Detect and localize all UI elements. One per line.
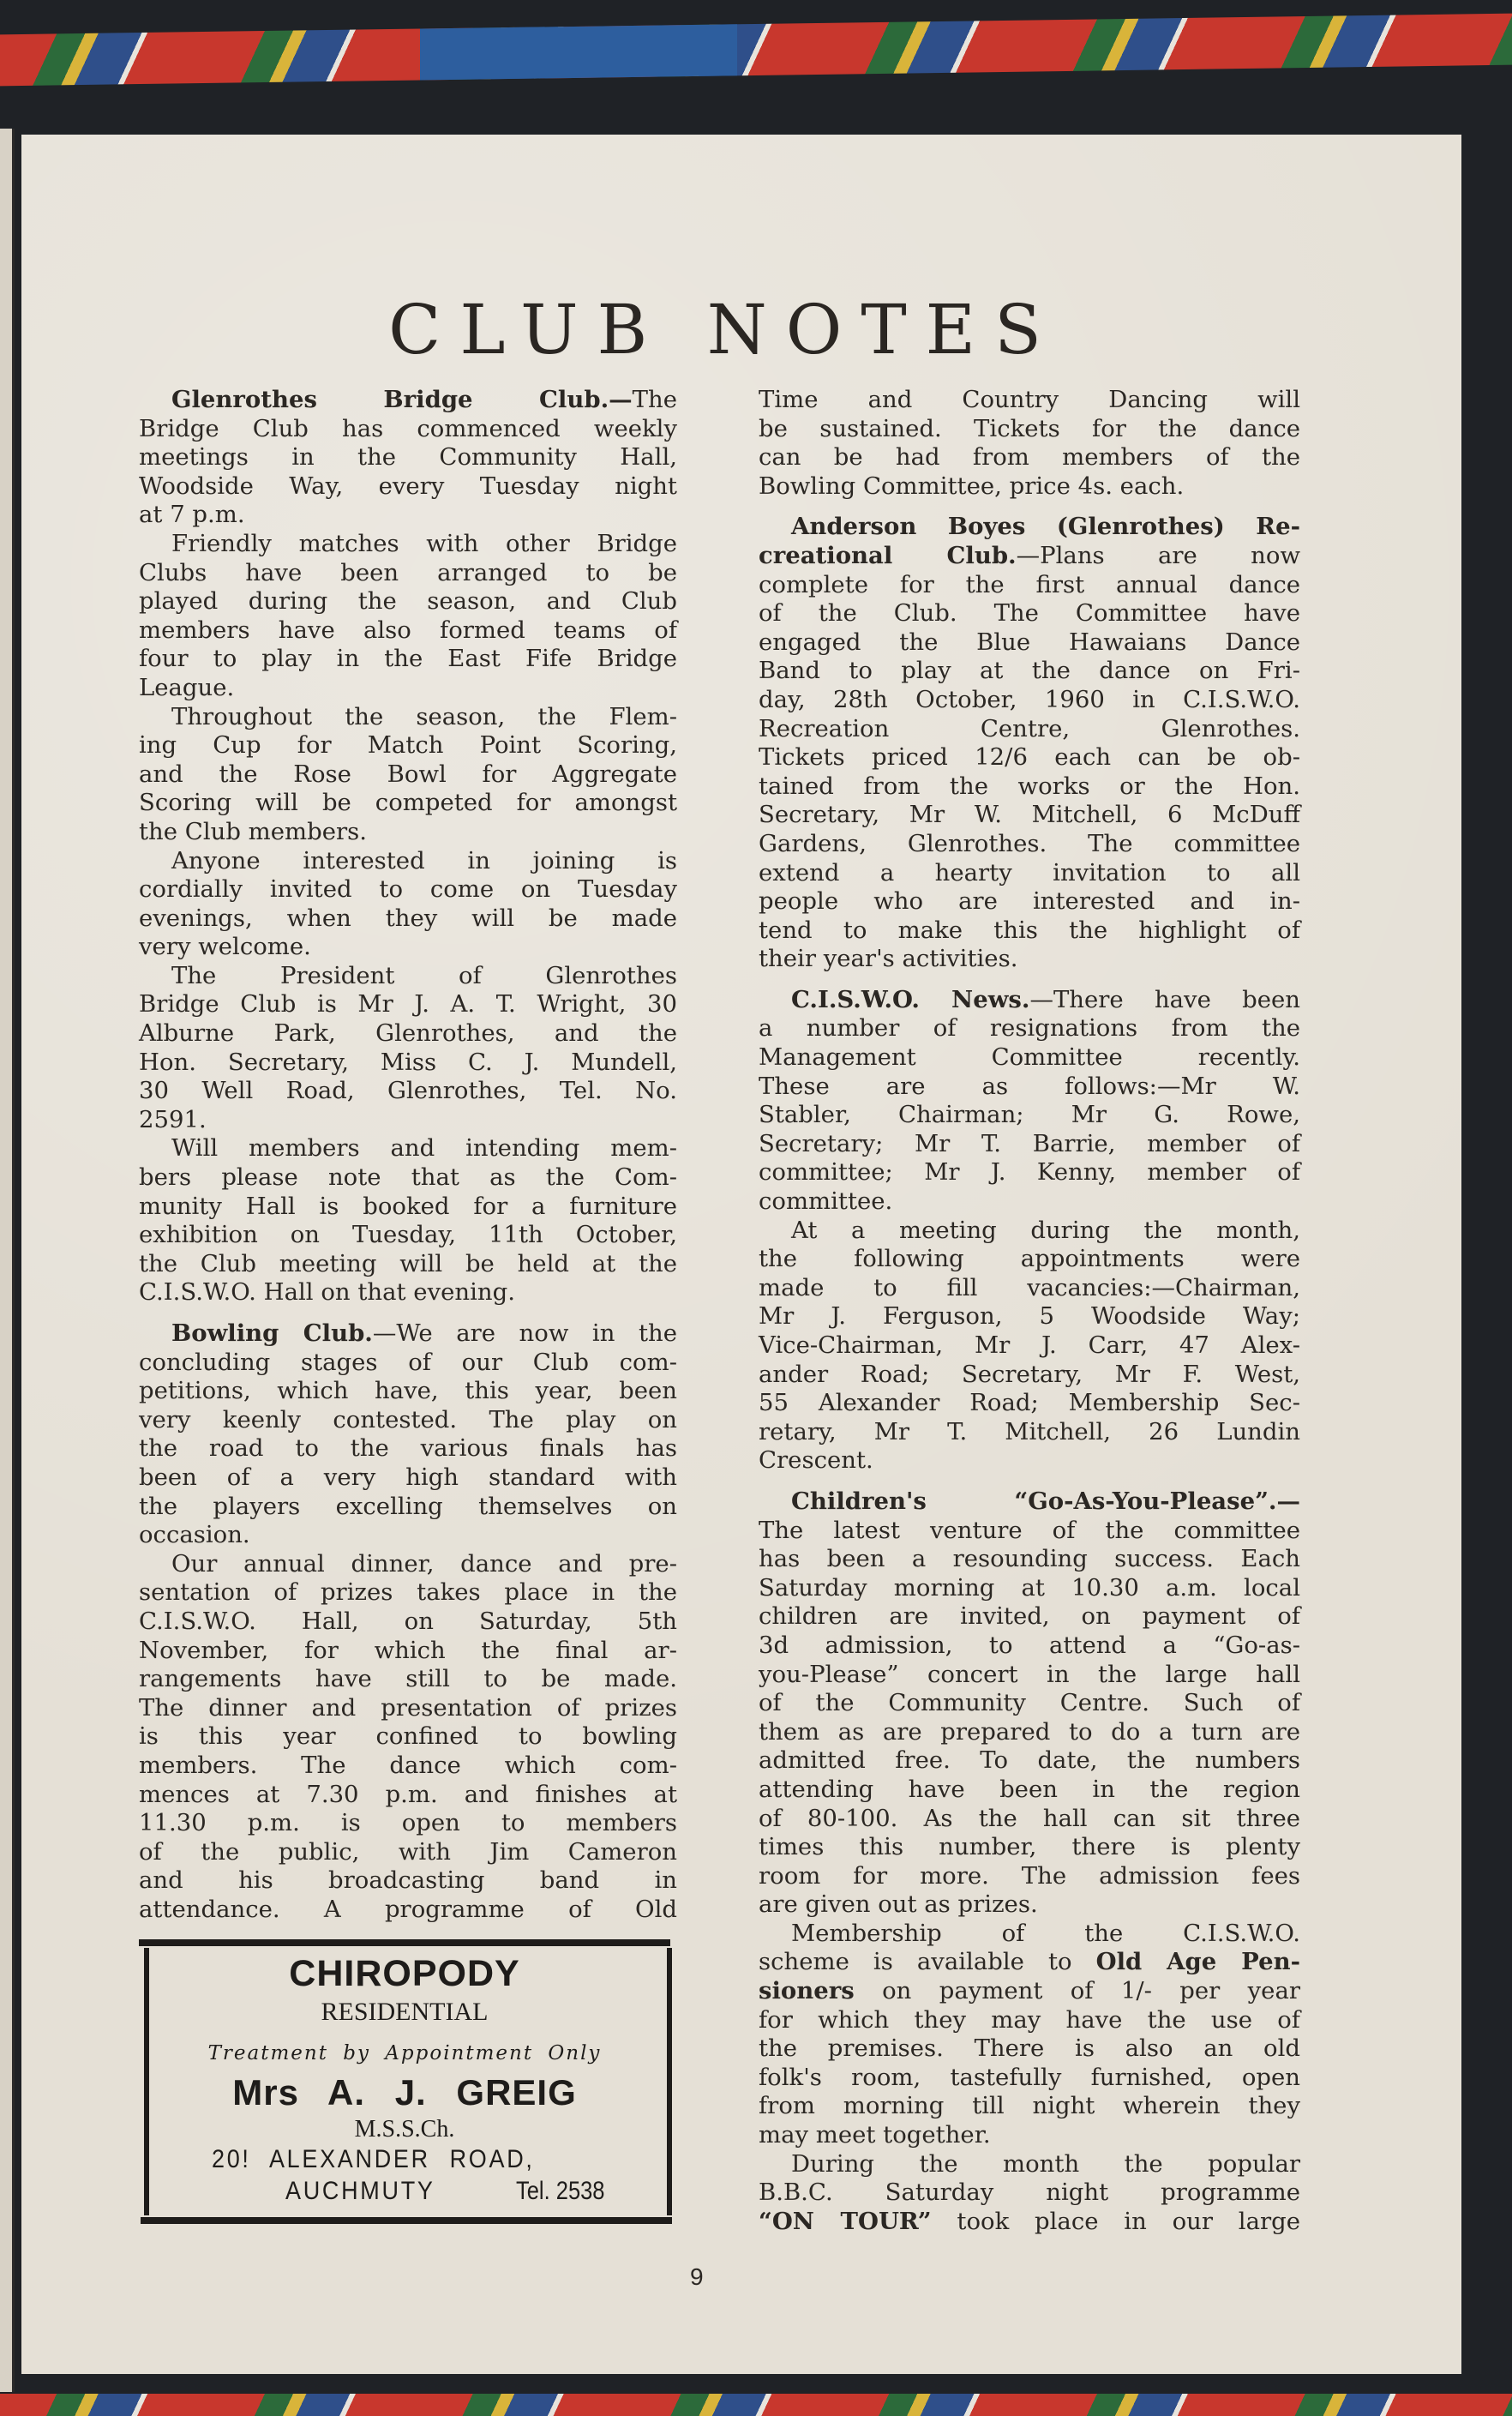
- body-text: members. The dance which com-: [139, 1751, 677, 1779]
- body-text: the road to the various finals has: [139, 1434, 677, 1463]
- text-line: [759, 887, 1300, 917]
- body-text: may meet together.: [759, 2121, 991, 2149]
- text-line: [139, 1752, 677, 1781]
- body-text: 3d admission, to attend a “Go-as-: [759, 1631, 1300, 1659]
- bold-heading-text: sioners: [759, 1977, 855, 2005]
- text-line: [139, 962, 677, 991]
- bold-heading-text: creational Club.: [759, 541, 1017, 569]
- body-text: bers please note that as the Com-: [139, 1163, 677, 1192]
- body-text: committee.: [759, 1187, 893, 1216]
- body-text: The President of Glenrothes: [171, 961, 677, 989]
- body-text: them as are prepared to do a turn are: [759, 1717, 1300, 1746]
- body-text: rangements have still to be made.: [139, 1665, 677, 1693]
- body-text: the following appointments were: [759, 1245, 1300, 1273]
- body-text: been of a very high standard with: [139, 1463, 677, 1491]
- text-line: [139, 1463, 677, 1493]
- text-line: [139, 674, 677, 703]
- text-line: [139, 789, 677, 818]
- text-line: [759, 715, 1300, 744]
- text-line: [139, 731, 677, 760]
- text-line: [139, 1809, 677, 1838]
- text-line: [759, 1689, 1300, 1718]
- body-text: Saturday morning at 10.30 a.m. local: [759, 1573, 1300, 1602]
- advert-note: Treatment by Appointment Only: [207, 2042, 602, 2064]
- text-line: [759, 1361, 1300, 1390]
- body-text: on payment of 1/- per year: [854, 1977, 1300, 2005]
- body-text: children are invited, on payment of: [759, 1602, 1300, 1631]
- text-line: [139, 1377, 677, 1406]
- text-line: [139, 587, 677, 616]
- body-text: Time and Country Dancing will: [759, 386, 1300, 413]
- text-line: [139, 990, 677, 1019]
- text-line: [759, 986, 1300, 1015]
- text-line: [139, 1434, 677, 1463]
- text-line: [759, 542, 1300, 571]
- text-line: [759, 472, 1300, 502]
- text-line: [759, 1446, 1300, 1475]
- text-line: [759, 1632, 1300, 1661]
- paragraph: [139, 847, 677, 962]
- body-text: Tickets priced 12/6 each can be ob-: [759, 743, 1300, 772]
- bold-heading-text: Old Age Pen-: [1095, 1948, 1300, 1976]
- text-line: [139, 847, 677, 876]
- body-text: four to play in the East Fife Bridge: [139, 645, 677, 673]
- body-text: is this year confined to bowling: [139, 1722, 677, 1751]
- body-text: Will members and intending mem-: [171, 1134, 677, 1163]
- body-text: the Club members.: [139, 817, 367, 845]
- text-line: [759, 1014, 1300, 1043]
- bold-heading-text: Glenrothes Bridge Club.—: [171, 386, 633, 413]
- body-text: folk's room, tastefully furnished, open: [759, 2063, 1300, 2091]
- text-line: [139, 1896, 677, 1925]
- body-text: Gardens, Glenrothes. The committee: [759, 829, 1300, 857]
- body-text: Friendly matches with other Bridge: [171, 529, 677, 557]
- body-text: Bowling Committee, price 4s. each.: [759, 472, 1185, 500]
- advert-border-top: [139, 1939, 670, 1946]
- text-line: [139, 1866, 677, 1896]
- body-text: Management Committee recently.: [759, 1043, 1300, 1072]
- tartan-binding-top: [0, 14, 1512, 87]
- text-line: [139, 933, 677, 962]
- body-text: The: [632, 386, 677, 413]
- advert-subheading: RESIDENTIAL: [321, 1998, 489, 2026]
- paragraph: [139, 1134, 677, 1307]
- advert-name: Mrs A. J. GREIG: [232, 2072, 577, 2112]
- body-text: Recreation Centre, Glenrothes.: [759, 714, 1300, 742]
- bold-heading-text: Children's “Go-As-You-Please”.—: [791, 1487, 1300, 1515]
- text-line: [759, 1245, 1300, 1274]
- body-text: committee; Mr J. Kenny, member of: [759, 1158, 1300, 1187]
- text-line: [759, 743, 1300, 772]
- text-line: [759, 599, 1300, 628]
- text-line: [139, 1049, 677, 1078]
- text-line: [759, 628, 1300, 658]
- body-text: their year's activities.: [759, 945, 1018, 973]
- paragraph: [139, 962, 677, 1135]
- text-line: [759, 657, 1300, 686]
- text-line: [759, 443, 1300, 472]
- text-line: [759, 2092, 1300, 2121]
- text-line: [759, 917, 1300, 946]
- text-line: [759, 945, 1300, 974]
- body-text: at 7 p.m.: [139, 501, 245, 529]
- text-line: [139, 645, 677, 674]
- text-line: [139, 1349, 677, 1378]
- body-text: The latest venture of the committee: [759, 1516, 1300, 1544]
- text-line: [139, 1550, 677, 1579]
- text-line: [759, 2034, 1300, 2064]
- body-text: tained from the works or the Hon.: [759, 772, 1300, 800]
- body-text: room for more. The admission fees: [759, 1861, 1300, 1890]
- bold-heading-text: C.I.S.W.O. News.: [791, 985, 1030, 1013]
- text-line: [759, 1274, 1300, 1303]
- body-text: Stabler, Chairman; Mr G. Rowe,: [759, 1101, 1300, 1129]
- advert-address-line1: 20! ALEXANDER ROAD,: [212, 2145, 535, 2173]
- text-line: [759, 2150, 1300, 2179]
- body-text: tend to make this the highlight of: [759, 916, 1300, 944]
- text-line: [759, 1073, 1300, 1102]
- text-line: [759, 1833, 1300, 1862]
- body-text: you-Please” concert in the large hall: [759, 1660, 1300, 1688]
- text-line: [139, 875, 677, 904]
- text-line: [759, 2064, 1300, 2093]
- body-text: sentation of prizes takes place in the: [139, 1578, 677, 1607]
- text-line: [139, 1319, 677, 1349]
- body-text: extend a hearty invitation to all: [759, 858, 1300, 886]
- body-text: exhibition on Tuesday, 11th October,: [139, 1221, 677, 1249]
- text-line: [759, 415, 1300, 444]
- body-text: played during the season, and Club: [139, 587, 677, 616]
- body-text: and the Rose Bowl for Aggregate: [139, 760, 677, 788]
- bold-heading-text: Bowling Club.: [171, 1319, 373, 1347]
- text-line: [139, 1406, 677, 1435]
- paragraph: [759, 986, 1300, 1217]
- bold-heading-text: Anderson Boyes (Glenrothes) Re-: [791, 513, 1300, 541]
- advert-heading: CHIROPODY: [289, 1953, 520, 1994]
- advert-address-line2: AUCHMUTY: [285, 2177, 435, 2205]
- text-line: [759, 2121, 1300, 2150]
- text-line: [759, 571, 1300, 600]
- text-line: [759, 859, 1300, 888]
- text-line: [139, 1838, 677, 1867]
- text-line: [139, 1781, 677, 1810]
- paragraph: [139, 530, 677, 703]
- text-line: [139, 1077, 677, 1106]
- text-line: [139, 760, 677, 790]
- text-line: [759, 2179, 1300, 2208]
- text-line: [139, 1278, 677, 1307]
- text-line: [759, 1545, 1300, 1574]
- body-text: attending have been in the region: [759, 1775, 1300, 1803]
- body-text: B.B.C. Saturday night programme: [759, 2179, 1300, 2207]
- text-line: [139, 443, 677, 472]
- previous-page-edge: [0, 129, 15, 2392]
- body-text: the players excelling themselves on: [139, 1492, 677, 1520]
- body-text: Secretary, Mr W. Mitchell, 6 McDuff: [759, 801, 1300, 829]
- paragraph: [139, 386, 677, 530]
- paragraph: [139, 1550, 677, 1925]
- text-line: [759, 1862, 1300, 1891]
- text-line: [759, 1776, 1300, 1805]
- body-text: Scoring will be competed for amongst: [139, 789, 677, 817]
- body-text: people who are interested and in-: [759, 887, 1300, 916]
- text-line: [759, 1948, 1300, 1977]
- text-line: [759, 1517, 1300, 1546]
- text-line: [139, 1221, 677, 1250]
- text-line: [139, 1163, 677, 1193]
- text-line: [759, 1487, 1300, 1517]
- text-line: [139, 1493, 677, 1522]
- text-line: [139, 1694, 677, 1723]
- text-line: [759, 1890, 1300, 1920]
- body-text: day, 28th October, 1960 in C.I.S.W.O.: [759, 685, 1300, 713]
- body-text: —We are now in the: [372, 1319, 677, 1347]
- body-text: has been a resounding success. Each: [759, 1545, 1300, 1573]
- text-line: [759, 1977, 1300, 2006]
- body-text: Bridge Club has commenced weekly: [139, 414, 677, 442]
- text-line: [759, 513, 1300, 542]
- body-text: the Club meeting will be held at the: [139, 1249, 677, 1277]
- body-text: are given out as prizes.: [759, 1890, 1038, 1919]
- text-line: [759, 1805, 1300, 1834]
- chiropody-advert: [139, 1936, 677, 2227]
- body-text: of the public, with Jim Cameron: [139, 1837, 677, 1866]
- body-text: mences at 7.30 p.m. and finishes at: [139, 1780, 677, 1808]
- body-text: a number of resignations from the: [759, 1014, 1300, 1043]
- body-text: 2591.: [139, 1105, 207, 1133]
- body-text: 11.30 p.m. is open to members: [139, 1809, 677, 1837]
- text-line: [139, 1250, 677, 1279]
- text-line: [759, 2208, 1300, 2237]
- text-line: [759, 1920, 1300, 1949]
- text-line: [759, 686, 1300, 715]
- body-text: Hon. Secretary, Miss C. J. Mundell,: [139, 1048, 677, 1076]
- body-text: for which they may have the use of: [759, 2005, 1300, 2034]
- body-text: scheme is available to: [759, 1948, 1096, 1976]
- body-text: very keenly contested. The play on: [139, 1405, 677, 1433]
- text-line: [759, 1217, 1300, 1246]
- body-text: The dinner and presentation of prizes: [139, 1693, 677, 1722]
- text-line: [759, 1130, 1300, 1159]
- body-text: and his broadcasting band in: [139, 1866, 677, 1895]
- body-text: 30 Well Road, Glenrothes, Tel. No.: [139, 1077, 677, 1105]
- body-text: Secretary; Mr T. Barrie, member of: [759, 1129, 1300, 1157]
- body-text: Mr J. Ferguson, 5 Woodside Way;: [759, 1302, 1300, 1331]
- text-line: [759, 1331, 1300, 1361]
- body-text: of the Club. The Committee have: [759, 599, 1300, 628]
- body-text: petitions, which have, this year, been: [139, 1377, 677, 1405]
- paragraph: [759, 1920, 1300, 2150]
- body-text: retary, Mr T. Mitchell, 26 Lundin: [759, 1417, 1300, 1445]
- text-line: [139, 1637, 677, 1666]
- text-line: [139, 415, 677, 444]
- text-line: [139, 904, 677, 934]
- body-text: November, for which the final ar-: [139, 1636, 677, 1664]
- right-column: [759, 386, 1300, 2236]
- body-text: took place in our large: [931, 2207, 1300, 2235]
- body-text: ander Road; Secretary, Mr F. West,: [759, 1360, 1300, 1388]
- body-text: Vice-Chairman, Mr J. Carr, 47 Alex-: [759, 1331, 1300, 1359]
- body-text: During the month the popular: [791, 2149, 1300, 2178]
- advert-border-bottom: [141, 2217, 672, 2224]
- text-line: [139, 559, 677, 588]
- body-text: evenings, when they will be made: [139, 904, 677, 932]
- body-text: of 80-100. As the hall can sit three: [759, 1804, 1300, 1832]
- body-text: Alburne Park, Glenrothes, and the: [139, 1019, 677, 1048]
- text-line: [139, 818, 677, 847]
- bold-heading-text: “ON TOUR”: [759, 2207, 932, 2235]
- body-text: made to fill vacancies:—Chairman,: [759, 1273, 1300, 1301]
- page-number: 9: [690, 2263, 704, 2290]
- body-text: C.I.S.W.O. Hall on that evening.: [139, 1278, 515, 1307]
- body-text: ing Cup for Match Point Scoring,: [139, 731, 677, 760]
- text-line: [139, 386, 677, 415]
- text-line: [139, 1019, 677, 1049]
- text-line: [139, 1134, 677, 1163]
- body-text: complete for the first annual dance: [759, 570, 1300, 598]
- left-column: [139, 386, 677, 1924]
- body-text: munity Hall is booked for a furniture: [139, 1192, 677, 1220]
- text-line: [759, 830, 1300, 859]
- body-text: engaged the Blue Hawaians Dance: [759, 628, 1300, 656]
- body-text: meetings in the Community Hall,: [139, 443, 677, 472]
- body-text: 55 Alexander Road; Membership Sec-: [759, 1389, 1300, 1417]
- page-title: CLUB NOTES: [388, 290, 1060, 370]
- body-text: concluding stages of our Club com-: [139, 1348, 677, 1376]
- text-line: [759, 1574, 1300, 1603]
- body-text: —Plans are now: [1016, 541, 1300, 569]
- text-line: [139, 501, 677, 530]
- text-line: [759, 1418, 1300, 1447]
- text-line: [759, 1302, 1300, 1331]
- paragraph: [759, 2150, 1300, 2237]
- text-line: [139, 1106, 677, 1135]
- body-text: cordially invited to come on Tuesday: [139, 875, 677, 904]
- paragraph: [759, 386, 1300, 501]
- text-line: [759, 801, 1300, 830]
- body-text: can be had from members of the: [759, 443, 1300, 472]
- body-text: admitted free. To date, the numbers: [759, 1746, 1300, 1775]
- body-text: Woodside Way, every Tuesday night: [139, 472, 677, 500]
- text-line: [139, 1608, 677, 1637]
- text-line: [759, 1718, 1300, 1747]
- paragraph: [139, 1319, 677, 1550]
- text-line: [759, 386, 1300, 415]
- text-line: [759, 1158, 1300, 1187]
- body-text: very welcome.: [139, 933, 311, 961]
- text-line: [139, 616, 677, 646]
- text-line: [759, 1746, 1300, 1776]
- body-text: Membership of the C.I.S.W.O.: [791, 1919, 1300, 1947]
- text-line: [759, 1043, 1300, 1073]
- text-line: [139, 530, 677, 559]
- paragraph: [759, 1487, 1300, 1920]
- body-text: Clubs have been arranged to be: [139, 558, 677, 586]
- tartan-binding-bottom: [0, 2394, 1512, 2416]
- text-line: [139, 1521, 677, 1550]
- body-text: from morning till night wherein they: [759, 2092, 1300, 2120]
- text-line: [139, 1193, 677, 1222]
- body-text: be sustained. Tickets for the dance: [759, 414, 1300, 442]
- body-text: members have also formed teams of: [139, 616, 677, 644]
- text-line: [759, 1389, 1300, 1418]
- body-text: —There have been: [1029, 985, 1301, 1013]
- advert-telephone: Tel. 2538: [516, 2177, 605, 2205]
- body-text: Bridge Club is Mr J. A. T. Wright, 30: [139, 990, 677, 1019]
- text-line: [139, 1665, 677, 1694]
- body-text: times this number, there is plenty: [759, 1833, 1300, 1861]
- paragraph: [139, 703, 677, 847]
- text-line: [759, 1101, 1300, 1130]
- text-line: [759, 2006, 1300, 2035]
- text-line: [139, 1578, 677, 1608]
- advert-qualification: M.S.S.Ch.: [354, 2116, 455, 2143]
- text-line: [759, 772, 1300, 802]
- body-text: Band to play at the dance on Fri-: [759, 657, 1300, 685]
- text-line: [139, 472, 677, 502]
- body-text: At a meeting during the month,: [791, 1216, 1300, 1244]
- body-text: These are as follows:—Mr W.: [759, 1072, 1300, 1100]
- text-line: [139, 1722, 677, 1752]
- body-text: the premises. There is also an old: [759, 2034, 1300, 2063]
- body-text: Throughout the season, the Flem-: [171, 702, 677, 730]
- body-text: C.I.S.W.O. Hall, on Saturday, 5th: [139, 1607, 677, 1635]
- body-text: Our annual dinner, dance and pre-: [171, 1549, 677, 1578]
- body-text: League.: [139, 673, 235, 701]
- text-line: [759, 1602, 1300, 1632]
- body-text: Anyone interested in joining is: [171, 846, 677, 874]
- body-text: of the Community Centre. Such of: [759, 1689, 1300, 1717]
- text-line: [759, 1661, 1300, 1690]
- paragraph: [759, 1217, 1300, 1475]
- body-text: occasion.: [139, 1521, 250, 1549]
- body-text: Crescent.: [759, 1446, 873, 1475]
- paragraph: [759, 513, 1300, 974]
- text-line: [759, 1187, 1300, 1217]
- text-line: [139, 703, 677, 732]
- body-text: attendance. A programme of Old: [139, 1895, 677, 1923]
